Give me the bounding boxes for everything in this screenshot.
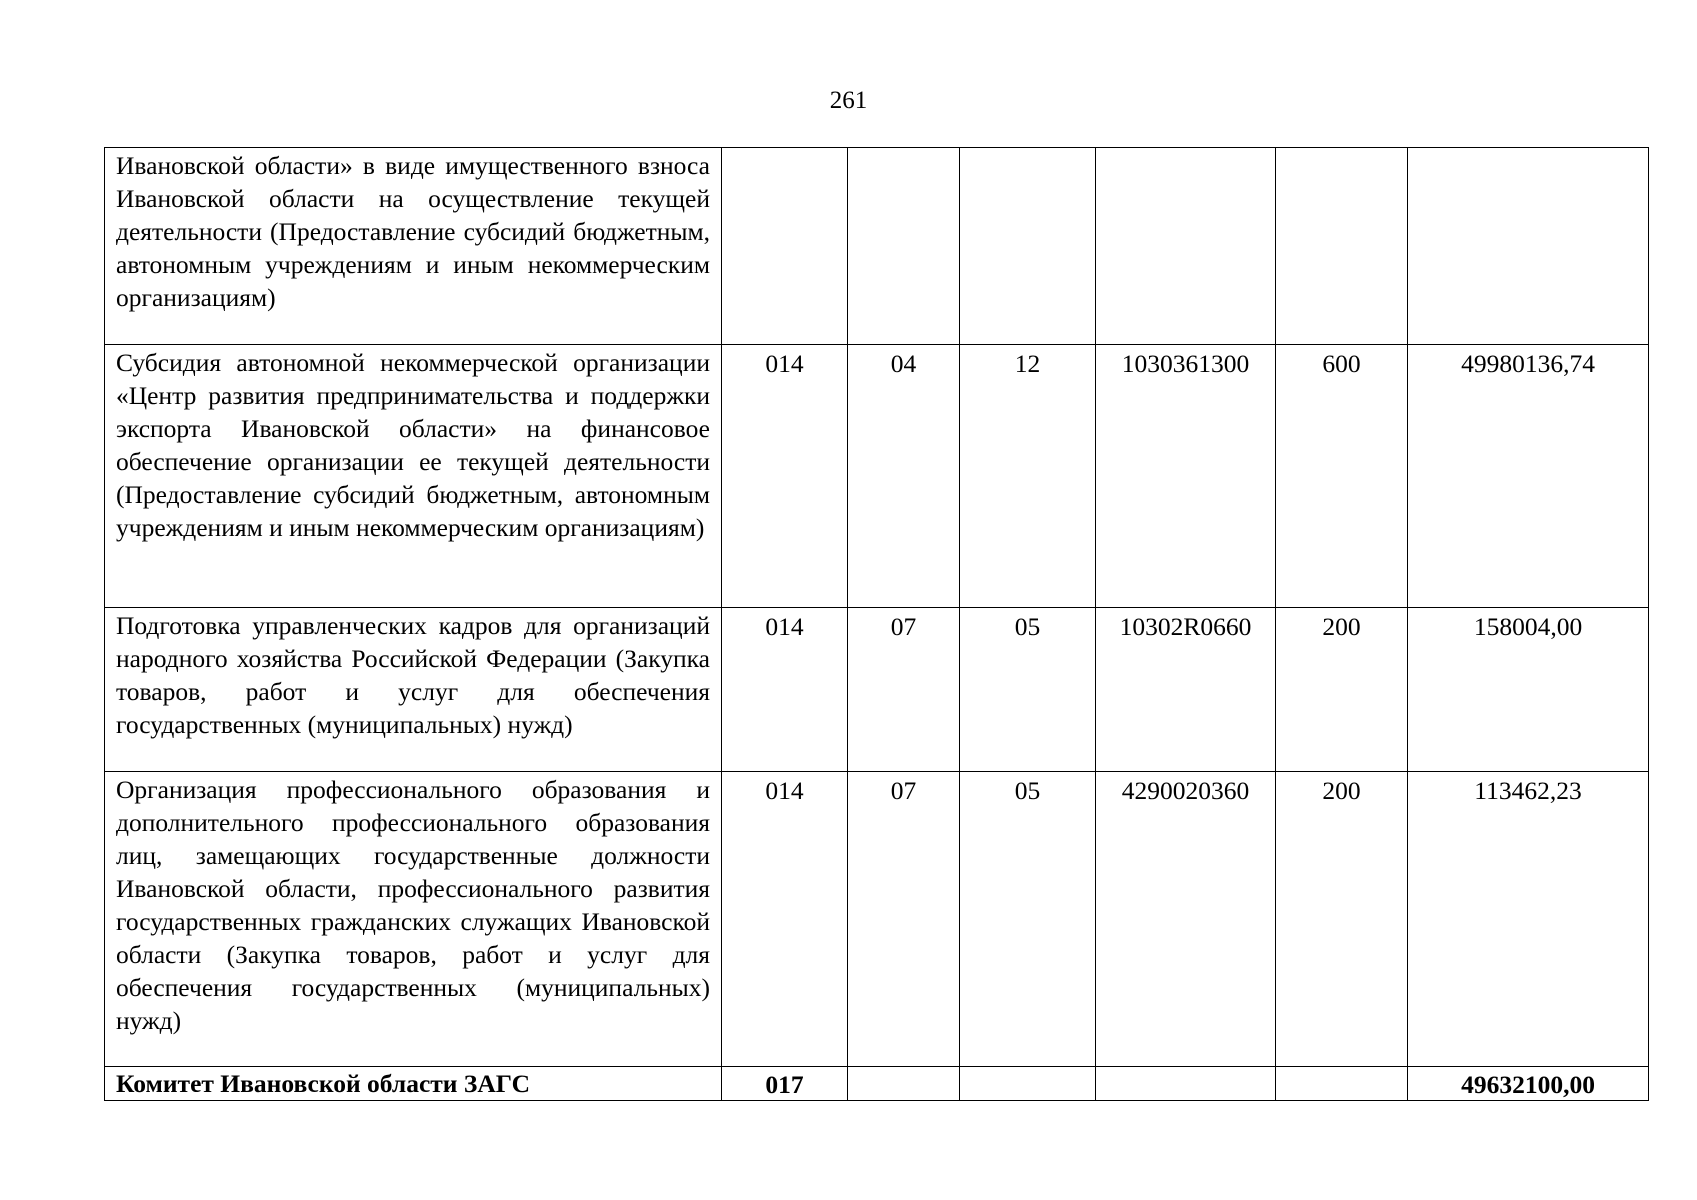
- section-code: [848, 148, 960, 345]
- table-row: [105, 148, 1649, 345]
- amount: 113462,23: [1408, 772, 1649, 1067]
- row-description: Организация профессионального образования и дополнительного профессионального образования лиц, замещающих государственные должности Ивановской области, профессионального развития государственных гражданских служащих Ивановской области (Закупка товаров, работ и услуг для обеспечения государственных (муниципальных) нужд): [105, 772, 722, 1067]
- total-target-article-code: [1096, 1067, 1276, 1101]
- row-description: Ивановской области» в виде имущественного взноса Ивановской области на осуществление текущей деятельности (Предоставление субсидий бюджетным, автономным учреждениям и иным некоммерческим организациям): [105, 148, 722, 345]
- table-row: [105, 608, 1649, 772]
- amount: [1408, 148, 1649, 345]
- target-article-code: [1096, 148, 1276, 345]
- target-article-code: 1030361300: [1096, 345, 1276, 608]
- section-code: 07: [848, 608, 960, 772]
- subsection-code: 05: [960, 772, 1096, 1067]
- total-amount: 49632100,00: [1408, 1067, 1649, 1101]
- target-article-code: 4290020360: [1096, 772, 1276, 1067]
- ministry-code: [722, 148, 848, 345]
- amount: 158004,00: [1408, 608, 1649, 772]
- section-code: 07: [848, 772, 960, 1067]
- ministry-code: 014: [722, 772, 848, 1067]
- page-number: 261: [829, 87, 868, 114]
- subsection-code: [960, 148, 1096, 345]
- expense-type-code: 200: [1276, 772, 1408, 1067]
- table-row: [105, 772, 1649, 1067]
- section-code: 04: [848, 345, 960, 608]
- target-article-code: 10302R0660: [1096, 608, 1276, 772]
- expense-type-code: [1276, 148, 1408, 345]
- ministry-code: 014: [722, 608, 848, 772]
- expense-type-code: 200: [1276, 608, 1408, 772]
- total-section-code: [848, 1067, 960, 1101]
- ministry-code: 014: [722, 345, 848, 608]
- budget-table: [104, 147, 1649, 1101]
- subsection-code: 12: [960, 345, 1096, 608]
- total-expense-type-code: [1276, 1067, 1408, 1101]
- row-description: Субсидия автономной некоммерческой организации «Центр развития предпринимательства и поддержки экспорта Ивановской области» на финансовое обеспечение организации ее текущей деятельности (Предоставление субсидий бюджетным, автономным учреждениям и иным некоммерческим организациям): [105, 345, 722, 608]
- total-row: [105, 1067, 1649, 1101]
- amount: 49980136,74: [1408, 345, 1649, 608]
- total-ministry-code: 017: [722, 1067, 848, 1101]
- subsection-code: 05: [960, 608, 1096, 772]
- expense-type-code: 600: [1276, 345, 1408, 608]
- total-description: Комитет Ивановской области ЗАГС: [105, 1067, 722, 1101]
- total-subsection-code: [960, 1067, 1096, 1101]
- row-description: Подготовка управленческих кадров для организаций народного хозяйства Российской Федерации (Закупка товаров, работ и услуг для обеспечения государственных (муниципальных) нужд): [105, 608, 722, 772]
- table-row: [105, 345, 1649, 608]
